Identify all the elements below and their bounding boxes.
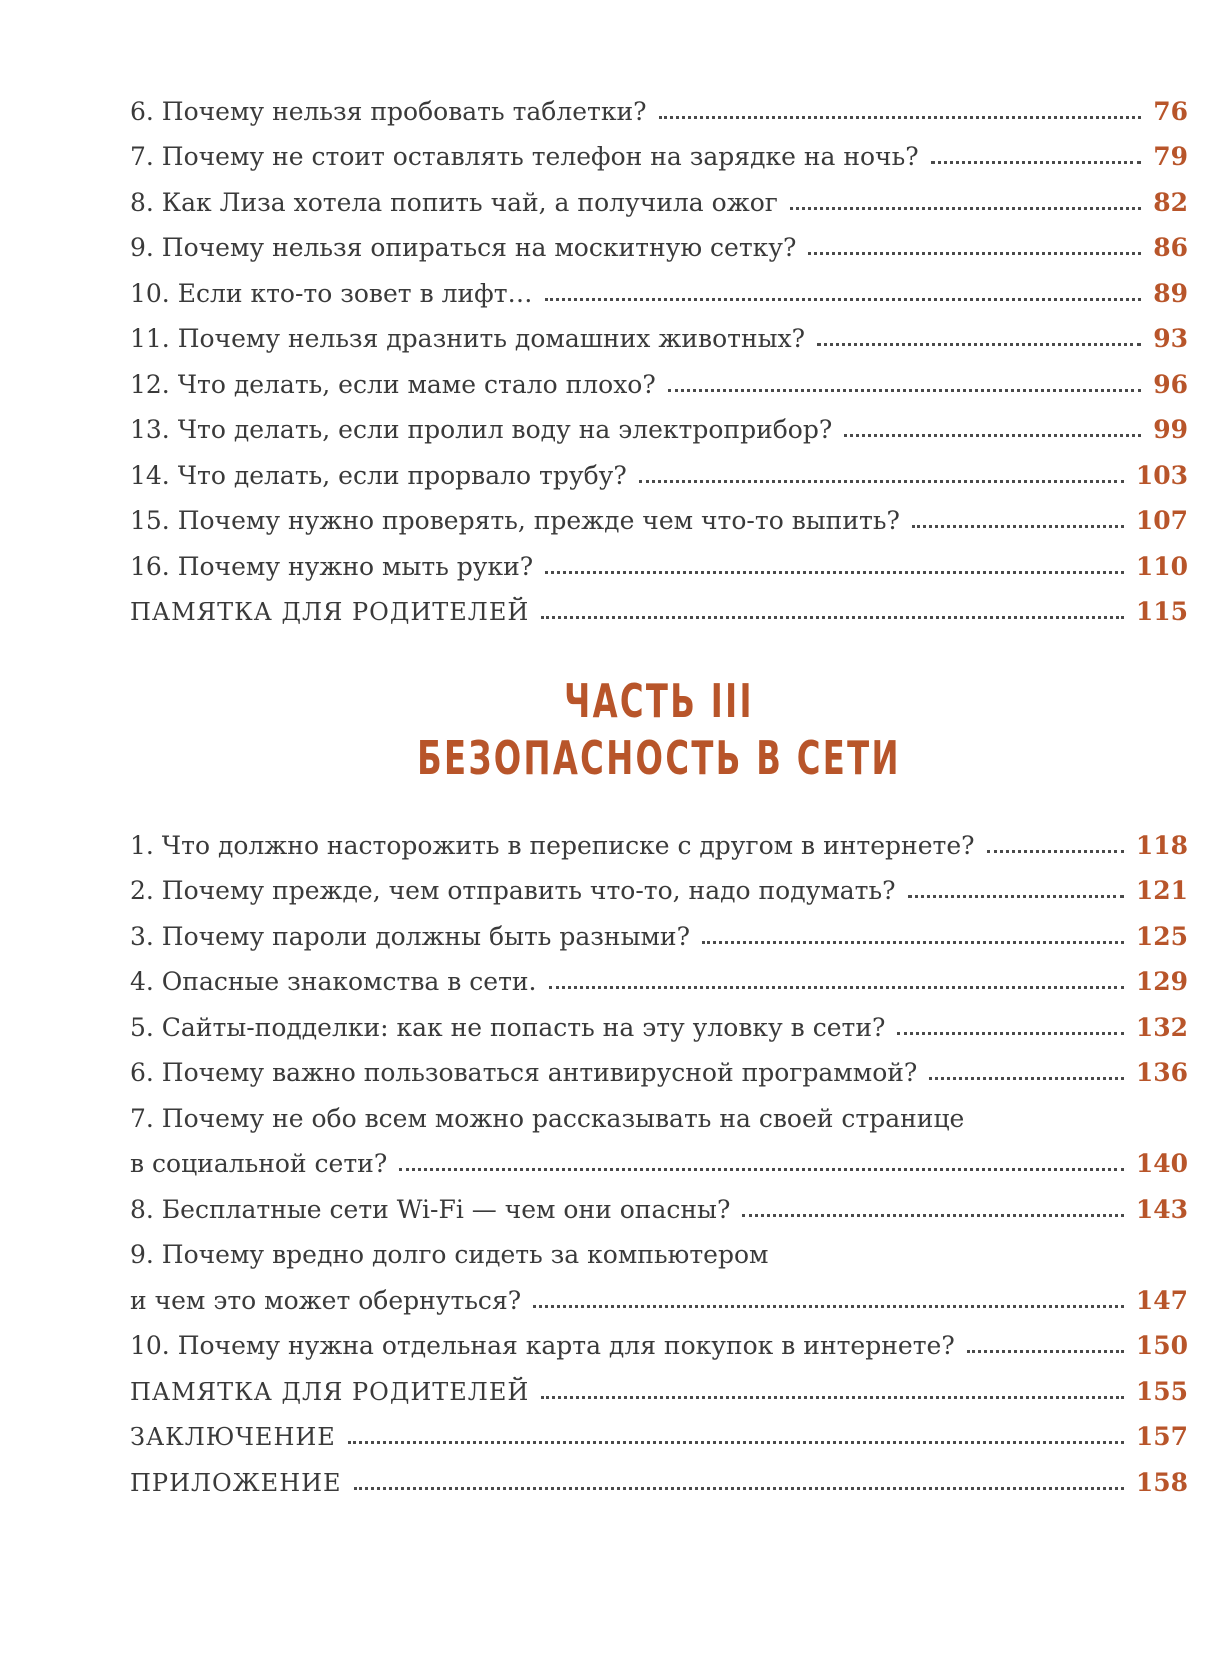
- toc-entry-title: ПРИЛОЖЕНИЕ: [130, 1468, 342, 1497]
- toc-entry-title: 9. Почему вредно долго сидеть за компьютером: [130, 1240, 769, 1270]
- toc-entry-title-cont: в социальной сети?: [130, 1149, 388, 1179]
- toc-section-part-3: [130, 812, 1188, 1495]
- spacer: [130, 786, 1188, 812]
- dot-leader: [908, 895, 1124, 898]
- toc-entry: [130, 1267, 1188, 1313]
- toc-entry-title: 16. Почему нужно мыть руки?: [130, 551, 534, 581]
- toc-entry-title: 14. Что делать, если прорвало трубу?: [130, 460, 627, 490]
- toc-entry: [130, 1313, 1188, 1359]
- dot-leader: [549, 986, 1124, 989]
- toc-entry-page: 103: [1135, 460, 1188, 490]
- toc-entry-page: 99: [1153, 415, 1188, 444]
- toc-entry-page: 107: [1135, 506, 1188, 535]
- dot-leader: [742, 1214, 1123, 1217]
- dot-leader: [533, 1305, 1124, 1308]
- dot-leader: [929, 1077, 1123, 1080]
- dot-leader: [987, 850, 1124, 853]
- toc-section-part-2: [130, 78, 1188, 624]
- toc-entry-page: 115: [1135, 597, 1188, 626]
- toc-entry-page: 89: [1153, 278, 1188, 308]
- toc-entry-title: 6. Почему важно пользоваться антивирусной программой?: [130, 1058, 918, 1088]
- toc-entry-page: 110: [1135, 551, 1188, 581]
- toc-entry: [130, 812, 1188, 858]
- toc-entry-title: 7. Почему не стоит оставлять телефон на зарядке на ночь?: [130, 142, 919, 171]
- toc-entry-page: 140: [1135, 1149, 1188, 1179]
- dot-leader: [545, 571, 1124, 574]
- dot-leader: [817, 343, 1141, 346]
- toc-entry-line1: [130, 1222, 1188, 1268]
- dot-leader: [541, 616, 1124, 619]
- toc-entry-page: 82: [1153, 187, 1188, 217]
- toc-entry-page: 79: [1153, 142, 1188, 171]
- toc-entry-page: 76: [1153, 96, 1188, 126]
- toc-entry-title: 13. Что делать, если пролил воду на электроприбор?: [130, 415, 833, 444]
- toc-entry-title-cont: и чем это может обернуться?: [130, 1285, 522, 1315]
- toc-entry-title: 10. Почему нужна отдельная карта для покупок в интернете?: [130, 1331, 955, 1361]
- toc-entry-title: 10. Если кто-то зовет в лифт…: [130, 278, 533, 308]
- part-header: [130, 674, 1188, 786]
- toc-entry-page: 86: [1153, 233, 1188, 262]
- toc-entry-title: 3. Почему пароли должны быть разными?: [130, 921, 690, 951]
- toc-entry: [130, 903, 1188, 949]
- dot-leader: [354, 1487, 1124, 1490]
- toc-entry-title: ПАМЯТКА ДЛЯ РОДИТЕЛЕЙ: [130, 1377, 530, 1406]
- dot-leader: [808, 252, 1141, 255]
- toc-entry: [130, 397, 1188, 443]
- dot-leader: [541, 1396, 1124, 1399]
- dot-leader: [399, 1168, 1124, 1171]
- toc-entry-page: 157: [1135, 1422, 1188, 1452]
- dot-leader: [639, 480, 1124, 483]
- part-title: БЕЗОПАСНОСТЬ В СЕТИ: [417, 731, 901, 786]
- toc-entry: [130, 858, 1188, 904]
- toc-entry-title: 4. Опасные знакомства в сети.: [130, 967, 537, 997]
- toc-entry-page: 132: [1135, 1012, 1188, 1042]
- dot-leader: [545, 298, 1142, 301]
- toc-entry: [130, 306, 1188, 352]
- toc-entry-title: 1. Что должно насторожить в переписке с другом в интернете?: [130, 830, 975, 860]
- toc-entry: [130, 169, 1188, 215]
- toc-entry-page: 93: [1153, 324, 1188, 353]
- toc-entry-title: 15. Почему нужно проверять, прежде чем что-то выпить?: [130, 506, 900, 535]
- toc-entry: [130, 215, 1188, 261]
- toc-entry-page: 150: [1135, 1331, 1188, 1361]
- toc-entry-page: 158: [1135, 1467, 1188, 1497]
- toc-entry: [130, 124, 1188, 170]
- toc-entry-title: 8. Бесплатные сети Wi-Fi — чем они опасны?: [130, 1194, 731, 1224]
- toc-entry: [130, 351, 1188, 397]
- toc-entry-title: 6. Почему нельзя пробовать таблетки?: [130, 96, 647, 126]
- toc-entry: [130, 579, 1188, 625]
- table-of-contents: [130, 78, 1188, 1495]
- toc-entry: [130, 1449, 1188, 1495]
- toc-entry-title: 12. Что делать, если маме стало плохо?: [130, 369, 656, 399]
- toc-entry-line1: [130, 1085, 1188, 1131]
- toc-entry-title: 5. Сайты-подделки: как не попасть на эту уловку в сети?: [130, 1012, 886, 1042]
- dot-leader: [790, 207, 1141, 210]
- toc-entry-title: ПАМЯТКА ДЛЯ РОДИТЕЛЕЙ: [130, 598, 530, 626]
- toc-entry-title: 11. Почему нельзя дразнить домашних животных?: [130, 324, 806, 353]
- toc-entry-page: 143: [1135, 1194, 1188, 1224]
- dot-leader: [702, 941, 1124, 944]
- dot-leader: [912, 525, 1124, 528]
- dot-leader: [897, 1032, 1123, 1035]
- dot-leader: [659, 116, 1142, 119]
- toc-entry-title: 8. Как Лиза хотела попить чай, а получила ожог: [130, 187, 778, 217]
- toc-entry: [130, 1131, 1188, 1177]
- toc-entry-page: 147: [1135, 1285, 1188, 1315]
- toc-entry: [130, 78, 1188, 124]
- toc-entry: [130, 1176, 1188, 1222]
- toc-entry: [130, 533, 1188, 579]
- dot-leader: [844, 434, 1141, 437]
- toc-entry: [130, 994, 1188, 1040]
- toc-entry-title: 2. Почему прежде, чем отправить что-то, надо подумать?: [130, 876, 896, 906]
- dot-leader: [348, 1441, 1124, 1444]
- part-number: ЧАСТЬ III: [564, 674, 754, 728]
- toc-entry-title: 9. Почему нельзя опираться на москитную сетку?: [130, 233, 797, 262]
- dot-leader: [931, 161, 1142, 164]
- toc-entry-page: 136: [1135, 1058, 1188, 1088]
- toc-entry-page: 155: [1135, 1376, 1188, 1406]
- toc-entry: [130, 1040, 1188, 1086]
- dot-leader: [967, 1350, 1124, 1353]
- toc-entry: [130, 442, 1188, 488]
- dot-leader: [668, 389, 1141, 392]
- toc-entry: [130, 260, 1188, 306]
- toc-entry-title: ЗАКЛЮЧЕНИЕ: [130, 1423, 336, 1452]
- toc-entry: [130, 1404, 1188, 1450]
- toc-entry: [130, 488, 1188, 534]
- toc-entry: [130, 949, 1188, 995]
- toc-entry-page: 125: [1135, 921, 1188, 951]
- toc-entry-page: 121: [1135, 876, 1188, 906]
- toc-entry-page: 129: [1135, 967, 1188, 997]
- toc-entry: [130, 1358, 1188, 1404]
- toc-entry-page: 118: [1135, 830, 1188, 860]
- toc-entry-page: 96: [1153, 369, 1188, 399]
- toc-entry-title: 7. Почему не обо всем можно рассказывать на своей странице: [130, 1103, 965, 1133]
